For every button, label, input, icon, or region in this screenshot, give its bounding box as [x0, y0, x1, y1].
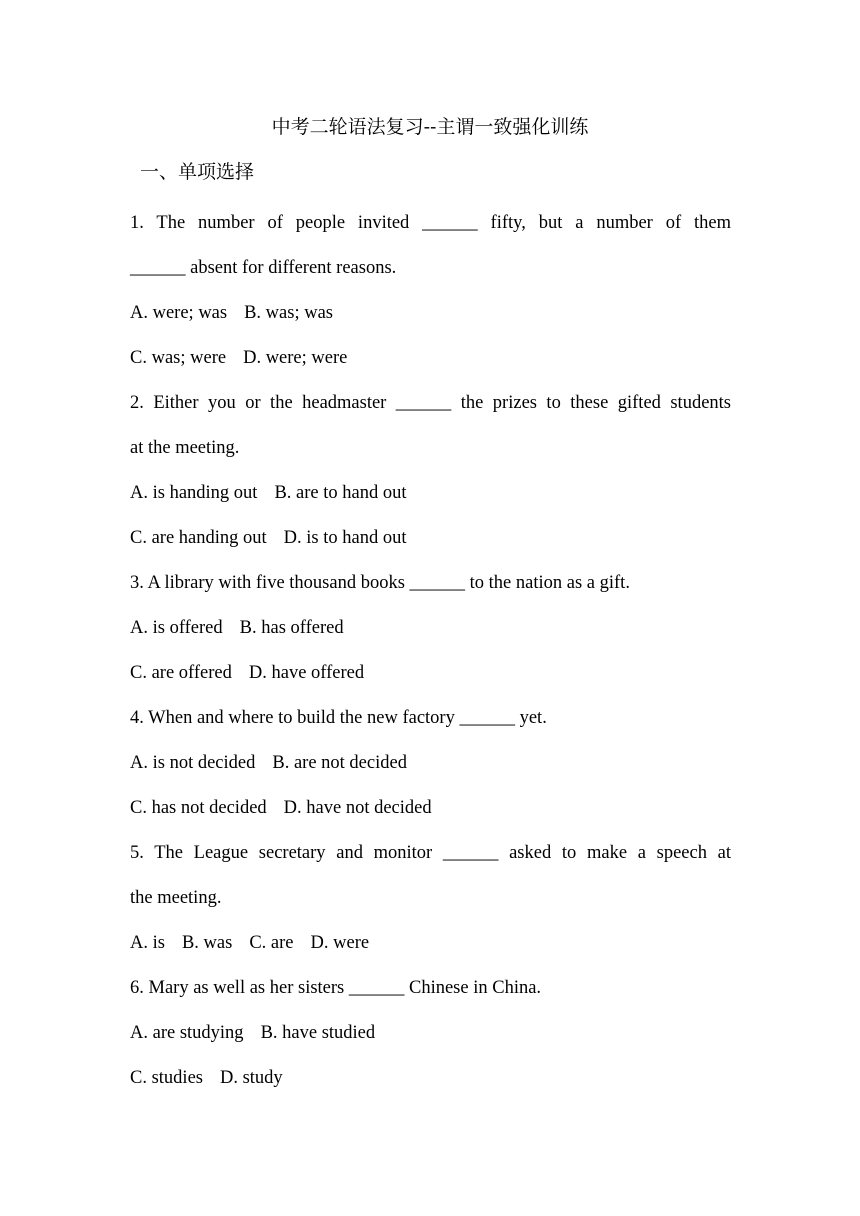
question-6-option-a: A. are studying	[130, 1023, 244, 1043]
question-3-option-d: D. have offered	[248, 663, 365, 683]
question-4-option-a: A. is not decided	[130, 753, 256, 773]
question-5-stem-line1: 5. The League secretary and monitor ______ asked to make a speech at	[130, 843, 731, 863]
question-list	[130, 201, 731, 1101]
question-6-stem-line1: 6. Mary as well as her sisters ______ Chinese in China.	[130, 978, 542, 998]
question-6-options-row1	[130, 1011, 731, 1056]
question-2-options-row1	[130, 471, 731, 516]
question-4-option-d: D. have not decided	[283, 798, 432, 818]
question-5-option-b: B. was	[181, 933, 233, 953]
question-1-options-row2	[130, 336, 731, 381]
question-6-option-b: B. have studied	[260, 1023, 376, 1043]
question-2-option-a: A. is handing out	[130, 483, 258, 503]
question-5-option-d: D. were	[310, 933, 370, 953]
question-3-option-b: B. has offered	[239, 618, 344, 638]
question-2-option-c: C. are handing out	[130, 528, 267, 548]
question-3-option-a: A. is offered	[130, 618, 223, 638]
question-2-option-b: B. are to hand out	[274, 483, 407, 503]
question-1-option-a: A. were; was	[130, 303, 228, 323]
question-1-option-d: D. were; were	[243, 348, 348, 368]
question-4-options-row1	[130, 741, 731, 786]
question-1-option-b: B. was; was	[244, 303, 333, 323]
question-5-option-a: A. is	[130, 933, 165, 953]
question-1-stem-line1: 1. The number of people invited ______ fifty, but a number of them	[130, 213, 731, 233]
document-title: 中考二轮语法复习--主谓一致强化训练	[271, 116, 589, 138]
question-2-stem-line2: at the meeting.	[130, 438, 240, 458]
question-1-stem-line2: ______ absent for different reasons.	[130, 258, 397, 278]
question-3-option-c: C. are offered	[130, 663, 232, 683]
question-4-option-c: C. has not decided	[130, 798, 267, 818]
question-5-option-c: C. are	[249, 933, 294, 953]
question-2-stem-line1: 2. Either you or the headmaster ______ the prizes to these gifted students	[130, 393, 731, 413]
question-3-options-row1	[130, 606, 731, 651]
question-4-options-row2	[130, 786, 731, 831]
question-4-option-b: B. are not decided	[272, 753, 407, 773]
question-5-stem-line2: the meeting.	[130, 888, 222, 908]
question-2-option-d: D. is to hand out	[283, 528, 407, 548]
question-6-option-d: D. study	[219, 1068, 283, 1088]
question-1-option-c: C. was; were	[130, 348, 227, 368]
question-5-options-row1	[130, 921, 731, 966]
question-1-options-row1	[130, 291, 731, 336]
question-2-options-row2	[130, 516, 731, 561]
question-6-options-row2	[130, 1056, 731, 1101]
question-4-stem-line1: 4. When and where to build the new factory ______ yet.	[130, 708, 547, 728]
question-3-stem-line1: 3. A library with five thousand books ______ to the nation as a gift.	[130, 573, 630, 593]
section-heading: 一、单项选择	[140, 161, 255, 183]
question-3-options-row2	[130, 651, 731, 696]
question-6-option-c: C. studies	[130, 1068, 203, 1088]
